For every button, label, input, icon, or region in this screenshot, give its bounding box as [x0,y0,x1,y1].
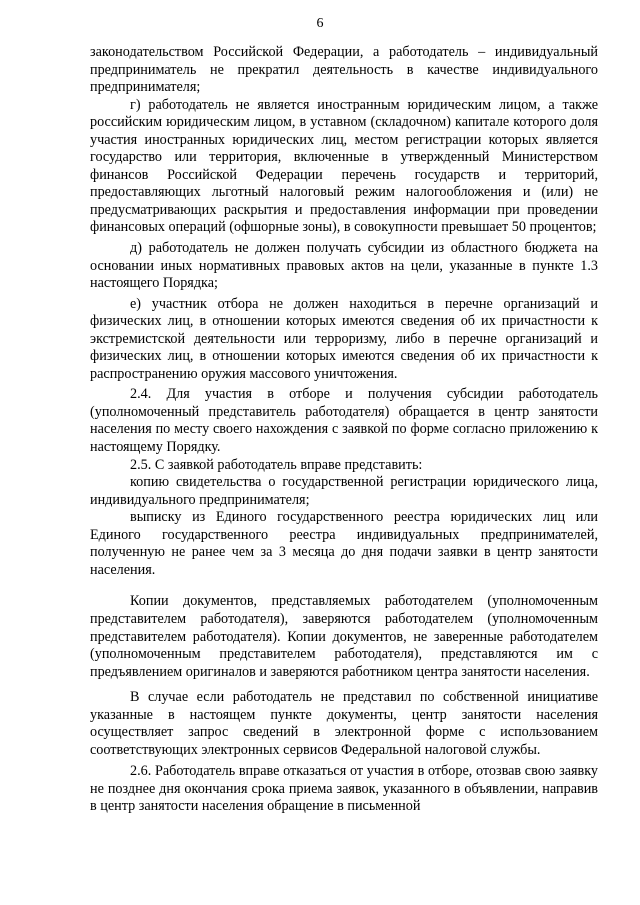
paragraph-2-5: 2.5. С заявкой работодатель вправе представить: [130,456,423,473]
paragraph-continuation: законодательством Российской Федерации, а работодатель – индивидуальный предприниматель не прекратил деятельность в качестве индивидуального предпринимателя; [90,44,598,96]
paragraph-item-e: е) участник отбора не должен находиться в перечне организаций и физических лиц, в отношении которых имеются сведения об их причастности к экстремистской деятельности или терроризму, либо в перечне организаций и физических лиц, в отношении которых имеются сведения об их причастности к распространению оружия массового уничтожения. [90,295,598,382]
paragraph-item-g: г) работодатель не является иностранным юридическим лицом, а также российским юридическим лицом, в уставном (складочном) капитале которого доля участия иностранных юридических лиц, местом регистрации которых является государство или территория, включенные в утвержденный Министерством финансов Российской Федерации перечень государств и территорий, предоставляющих льготный налоговый режим налогообложения и (или) не предусматривающих раскрытия и предоставления информации при проведении финансовых операций (офшорные зоны), в совокупности превышает 50 процентов; [90,96,598,236]
paragraph-item-d: д) работодатель не должен получать субсидии из областного бюджета на основании иных нормативных правовых актов на цели, указанные в пункте 1.3 настоящего Порядка; [90,240,598,292]
paragraph-2-4: 2.4. Для участия в отборе и получения субсидии работодатель (уполномоченный представитель работодателя) обращается в центр занятости населения по месту своего нахождения с заявкой по форме согласно приложению к настоящему Порядку. [90,386,598,456]
paragraph-2-5-item-extract: выписку из Единого государственного реестра юридических лиц или Единого государственного реестра индивидуальных предпринимателей, полученную не ранее чем за 3 месяца до дня подачи заявки в центр занятости населения. [90,509,598,578]
paragraph-2-5-item-copy: копию свидетельства о государственной регистрации юридического лица, индивидуального предпринимателя; [90,474,598,508]
paragraph-copies: Копии документов, представляемых работодателем (уполномоченным представителем работодателя), заверяются работодателем (уполномоченным представителем работодателя). Копии документов, не заверенные работодателем (уполномоченным представителем работодателя), представляются им с предъявлением оригиналов и заверяются работником центра занятости населения. [90,593,598,680]
paragraph-2-6: 2.6. Работодатель вправе отказаться от участия в отборе, отозвав свою заявку не позднее дня окончания срока приема заявок, указанного в объявлении, направив в центр занятости населения обращение в письменной [90,763,598,815]
page-number: 6 [316,16,324,31]
document-body [90,44,598,816]
paragraph-request: В случае если работодатель не представил по собственной инициативе указанные в настоящем пункте документы, центр занятости населения осуществляет запрос сведений в электронной форме с использованием соответствующих электронных сервисов Федеральной налоговой службы. [90,689,598,758]
